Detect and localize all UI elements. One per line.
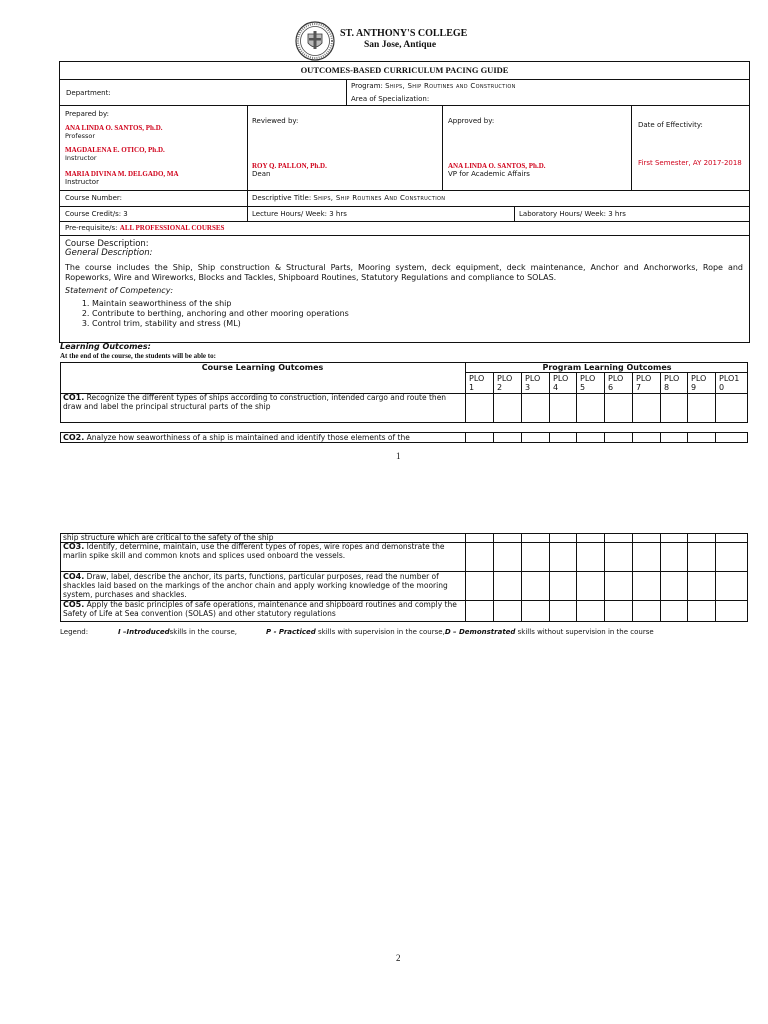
page-number-2: 2 [396, 953, 401, 963]
course-description-label: Course Description: [65, 239, 149, 249]
plo-7-header: PLO 7 [636, 374, 652, 392]
co1-row: CO1. Recognize the different types of ships according to construction, intended cargo and route then draw and label the principal structural parts of the ship [63, 393, 447, 411]
approver-role: VP for Academic Affairs [448, 170, 530, 178]
course-credits: Course Credit/s: 3 [65, 210, 128, 218]
competency-item: 1. Maintain seaworthiness of the ship [92, 299, 670, 309]
learning-outcomes-title: Learning Outcomes: [60, 342, 151, 351]
descriptive-title-value: Ships, Ship Routines And Construction [313, 194, 446, 202]
plo-4-header: PLO 4 [553, 374, 569, 392]
college-name: ST. ANTHONY'S COLLEGE [340, 28, 468, 39]
college-seal-icon [295, 21, 335, 61]
descriptive-title-field: Descriptive Title: Ships, Ship Routines And Construction [252, 194, 446, 202]
course-number-label: Course Number: [65, 194, 123, 202]
effectivity-label: Date of Effectivity: [638, 121, 703, 129]
preparer-1-role: Professor [65, 132, 96, 140]
approver-name: ANA LINDA O. SANTOS, Ph.D. [448, 162, 546, 170]
competency-item: 3. Control trim, stability and stress (ML) [92, 319, 670, 329]
program-field: Program: Ships, Ship Routines and Construction [351, 82, 516, 90]
reviewed-by-label: Reviewed by: [252, 117, 299, 125]
legend-practiced-demonstrated: P - Practiced skills with supervision in the course,D – Demonstrated skills without supervision in the course [266, 628, 654, 636]
department-label: Department: [66, 89, 111, 97]
plo-3-header: PLO 3 [525, 374, 541, 392]
plo-10-header: PLO1 0 [719, 374, 740, 392]
page-number-1: 1 [396, 451, 401, 461]
prepared-by-label: Prepared by: [65, 110, 109, 118]
competency-list [70, 299, 670, 329]
area-of-specialization-label: Area of Specialization: [351, 95, 430, 103]
plo-9-header: PLO 9 [691, 374, 707, 392]
plo-1-header: PLO 1 [469, 374, 485, 392]
prerequisite-value: ALL PROFESSIONAL COURSES [119, 224, 225, 232]
preparer-2-name: MAGDALENA E. OTICO, Ph.D. [65, 146, 165, 154]
preparer-3-name: MARIA DIVINA M. DELGADO, MA [65, 170, 179, 178]
co2-text-part1: CO2. Analyze how seaworthiness of a ship is maintained and identify those elements of the [63, 433, 410, 442]
co3-row: CO3. Identify, determine, maintain, use the different types of ropes, wire ropes and demonstrate the marlin spike skill and common knots and splices used onboard the vessels. [63, 542, 445, 560]
clo-header: Course Learning Outcomes [201, 363, 324, 372]
lecture-hours: Lecture Hours/ Week: 3 hrs [252, 210, 347, 218]
laboratory-hours: Laboratory Hours/ Week: 3 hrs [519, 210, 626, 218]
competency-item: 2. Contribute to berthing, anchoring and other mooring operations [92, 309, 670, 319]
approved-by-label: Approved by: [448, 117, 495, 125]
legend-introduced: I –Introducedskills in the course, [118, 628, 237, 636]
plo-2-header: PLO 2 [497, 374, 513, 392]
legend [60, 628, 88, 636]
general-description-label: General Description: [65, 248, 153, 258]
prerequisite-field: Pre-requisite/s: ALL PROFESSIONAL COURSES [65, 224, 225, 232]
reviewer-role: Dean [252, 170, 271, 178]
effectivity-value: First Semester, AY 2017-2018 [638, 159, 742, 167]
reviewer-name: ROY Q. PALLON, Ph.D. [252, 162, 327, 170]
preparer-3-role: Instructor [65, 178, 99, 186]
program-value: Ships, Ship Routines and Construction [385, 82, 516, 90]
guide-title: OUTCOMES-BASED CURRICULUM PACING GUIDE [300, 65, 509, 75]
co4-row: CO4. Draw, label, describe the anchor, its parts, functions, particular purposes, read the number of shackles laid based on the markings of the anchor chain and apply working knowledge of the mooring system, purchases and shackles. [63, 572, 448, 599]
co5-row: CO5. Apply the basic principles of safe operations, maintenance and shipboard routines and comply the Safety of Life at Sea convention (SOLAS) and other statutory regulations [63, 600, 457, 618]
legend-label: Legend: [60, 628, 89, 636]
plo-8-header: PLO 8 [664, 374, 680, 392]
general-description-text: The course includes the Ship, Ship construction & Structural Parts, Mooring system, deck equipment, deck maintenance, Anchor and Anchorworks, Rope and Ropeworks, Wire and Wireworks, Blocks and Tackles, Shipboard Routines, Statutory Regulations and compliance to SOLAS. [65, 263, 743, 282]
plo-5-header: PLO 5 [580, 374, 596, 392]
preparer-2-role: Instructor [65, 154, 97, 162]
plo-header: Program Learning Outcomes [542, 363, 672, 372]
preparer-1-name: ANA LINDA O. SANTOS, Ph.D. [65, 124, 163, 132]
college-location: San Jose, Antique [364, 40, 437, 50]
statement-of-competency-label: Statement of Competency: [65, 286, 174, 295]
plo-6-header: PLO 6 [608, 374, 624, 392]
co2-text-part2: ship structure which are critical to the safety of the ship [63, 533, 274, 542]
learning-outcomes-intro: At the end of the course, the students will be able to: [60, 352, 216, 360]
